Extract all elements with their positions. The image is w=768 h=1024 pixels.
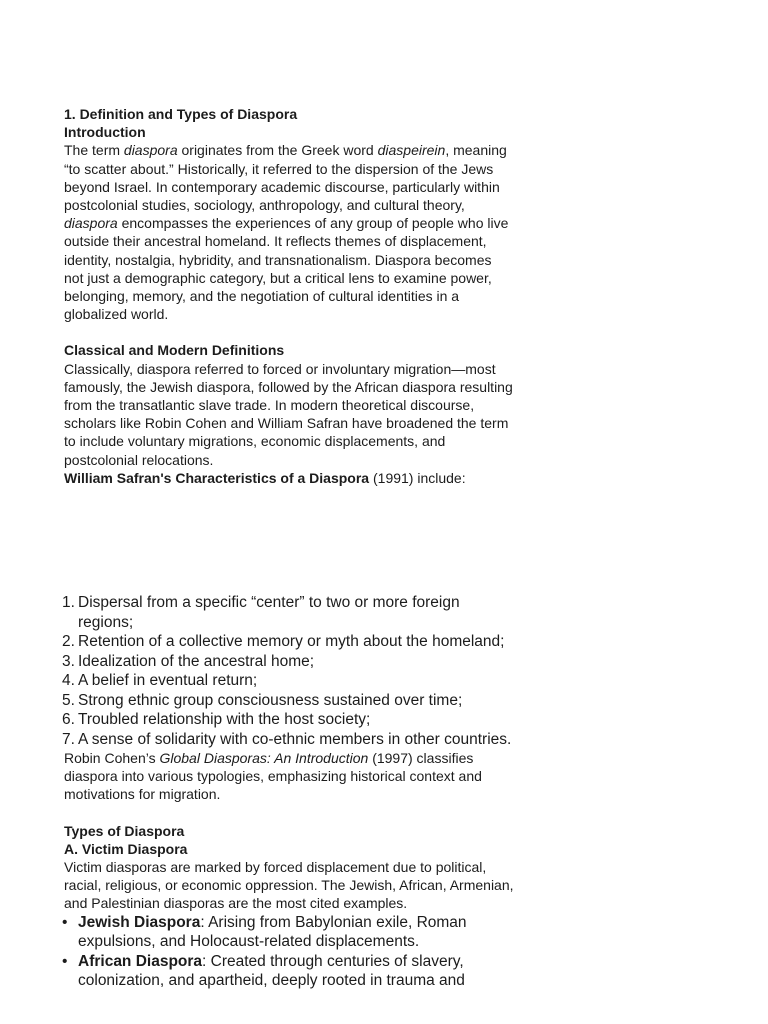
section-definitions-types bbox=[64, 105, 514, 487]
types-heading: Types of Diaspora bbox=[64, 822, 185, 839]
introduction-heading: Introduction bbox=[64, 124, 146, 141]
cohen-paragraph: Robin Cohen’s Global Diasporas: An Introduction (1997) classifies diaspora into various typologies, emphasizing historical context and motivations for migration. bbox=[64, 750, 482, 803]
victim-diaspora-paragraph: Victim diasporas are marked by forced displacement due to political, racial, religious, or economic oppression. The Jewish, African, Armenian, and Palestinian diasporas are the most cited examples. bbox=[64, 859, 514, 912]
list-item: 6. Troubled relationship with the host society; bbox=[62, 711, 371, 728]
list-item: 4. A belief in eventual return; bbox=[62, 672, 258, 689]
introduction-paragraph: The term diaspora originates from the Greek word diaspeirein, meaning “to scatter about.” Historically, it referred to the dispersion of the Jews beyond Israel. In contemporary academic discourse, particularly within postcolonial studies, sociology, anthropology, and cultural theory, diaspora encompasses the experiences of any group of people who live outside their ancestral homeland. It reflects themes of displacement, identity, nostalgia, hybridity, and transnationalism. Diaspora becomes not just a demographic category, but a critical lens to examine power, belonging, memory, and the negotiation of cultural identities in a globalized world. bbox=[64, 142, 509, 323]
list-item: • African Diaspora: Created through centuries of slavery, colonization, and apartheid, deeply rooted in trauma and bbox=[62, 952, 465, 990]
definitions-heading: Classical and Modern Definitions bbox=[64, 342, 285, 359]
section-heading: 1. Definition and Types of Diaspora bbox=[64, 106, 298, 122]
characteristics-section bbox=[64, 593, 514, 991]
list-item: 2. Retention of a collective memory or myth about the homeland; bbox=[62, 633, 505, 650]
list-item: • Jewish Diaspora: Arising from Babylonian exile, Roman expulsions, and Holocaust-related displacements. bbox=[62, 913, 467, 951]
victim-diaspora-heading: A. Victim Diaspora bbox=[64, 840, 188, 857]
list-item: 5. Strong ethnic group consciousness sustained over time; bbox=[62, 691, 463, 709]
list-item: 3. Idealization of the ancestral home; bbox=[62, 652, 315, 670]
characteristics-list bbox=[64, 593, 514, 749]
definitions-paragraph: Classically, diaspora referred to forced or involuntary migration—most famously, the Jewish diaspora, followed by the African diaspora resulting from the transatlantic slave trade. In modern theoretical discourse, scholars like Robin Cohen and William Safran have broadened the term to include voluntary migrations, economic displacements, and postcolonial relocations. bbox=[64, 360, 513, 468]
list-item: 7. A sense of solidarity with co-ethnic members in other countries. bbox=[62, 730, 512, 748]
safran-intro: William Safran's Characteristics of a Diaspora (1991) include: bbox=[64, 469, 466, 486]
list-item: 1. Dispersal from a specific “center” to two or more foreign regions; bbox=[62, 594, 460, 631]
types-bullet-list bbox=[64, 913, 514, 991]
